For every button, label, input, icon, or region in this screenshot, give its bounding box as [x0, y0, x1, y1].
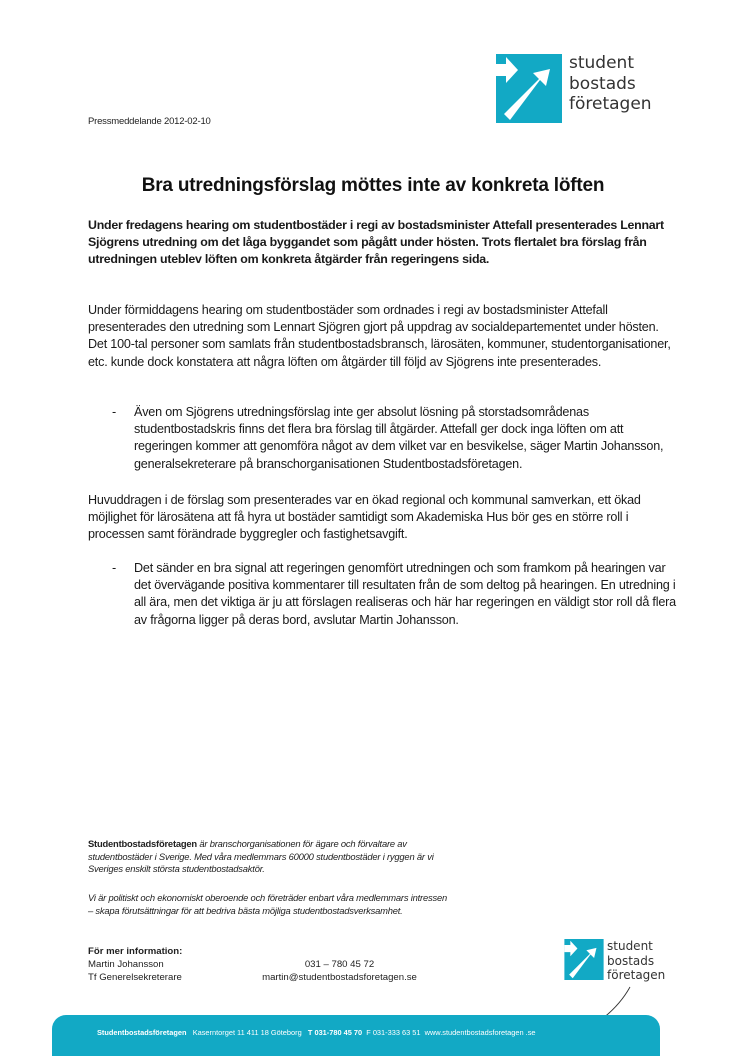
contact-block: [88, 946, 182, 984]
logo-arrow-icon: [496, 54, 562, 123]
footer-address: Kaserntorget 11 411 18 Göteborg: [192, 1028, 302, 1037]
footer-fax: F 031-333 63 51: [366, 1028, 421, 1037]
logo-line-2: bostads: [607, 953, 655, 968]
article-title: Bra utredningsförslag möttes inte av konkreta löften: [141, 175, 605, 196]
contact-phone: 031 – 780 45 72: [304, 959, 375, 970]
article-paragraph-1: Under förmiddagens hearing om studentbostäder som ordnades i regi av bostadsminister Attefall presenterades den utredning som Lennart Sjögren gjort på uppdrag av socialdepartementet under hösten. Det 100-tal personer som samlats från studentbostadsbransch, lärosäten, kommuner, studentorganisationer, etc. kunde dock konstatera att några löften om åtgärder till följd av Sjögrens inte presenterades.: [88, 303, 671, 369]
org-mission: Vi är politiskt och ekonomiskt oberoende och företräder enbart våra medlemmars intressen – skapa förutsättningar för att bedriva bästa möjliga studentbostadsverksamhet.: [88, 892, 447, 916]
contact-title: Tf Generelsekreterare: [88, 971, 182, 983]
org-description: [88, 838, 448, 876]
footer-phone: T 031-780 45 70: [307, 1028, 363, 1037]
logo-wordmark: [569, 53, 652, 115]
org-desc-text: är branschorganisationen för ägare och förvaltare av studentbostäder i Sverige. Med våra medlemmars 60000 studentbostäder i ryggen är vi Sveriges enskilt största studentbostadsaktör.: [88, 838, 434, 875]
footer-bar-text: [97, 1028, 536, 1037]
article-lead: Under fredagens hearing om studentbostäder i regi av bostadsminister Attefall presenterades Lennart Sjögrens utredning om det låga byggandet som pågått under hösten. Trots flertalet bra förslag från utredningen uteblev löften om konkreta åtgärder från regeringens sida.: [88, 218, 664, 267]
quote-dash: -: [112, 405, 116, 419]
brand-logo: [496, 54, 652, 123]
article-quote-1: [112, 404, 678, 473]
quote-dash: -: [112, 561, 116, 575]
footer-org: Studentbostadsföretagen: [97, 1028, 187, 1037]
brand-logo-small: [564, 939, 665, 983]
more-info-label: För mer information:: [88, 946, 183, 957]
article-quote-2: [112, 560, 678, 629]
org-name: Studentbostadsföretagen: [88, 838, 197, 849]
logo-wordmark: [607, 939, 665, 983]
contact-name: Martin Johansson: [88, 958, 164, 970]
contact-email[interactable]: martin@studentbostadsforetagen.se: [262, 971, 417, 983]
logo-line-1: student: [607, 939, 653, 953]
footer-web[interactable]: www.studentbostadsforetagen .se: [424, 1028, 536, 1037]
logo-line-3: företagen: [607, 968, 666, 982]
quote-1-text: Även om Sjögrens utredningsförslag inte ger absolut lösning på storstadsområdenas studentbostadskris finns det flera bra förslag till åtgärder. Attefall ger dock inga löften om att regeringen kommer att genomföra något av dem vilket var en besvikelse, säger Martin Johansson, generalsekreterare på branschorganisationen Studentbostadsföretagen.: [134, 405, 664, 471]
logo-line-1: student: [569, 53, 634, 73]
quote-2-text: Det sänder en bra signal att regeringen genomfört utredningen och som framkom på hearingen var det övervägande positiva kommentarer till resultaten från de som deltog på hearingen. En utredning i all ära, men det viktiga är ju att förslagen realiseras och här har regeringen en väldigt stor roll då flera av frågorna ligger på deras bord, avslutar Martin Johansson.: [134, 561, 676, 627]
press-release-date: Pressmeddelande 2012-02-10: [88, 116, 211, 127]
logo-line-3: företagen: [569, 94, 652, 114]
article-paragraph-2: Huvuddragen i de förslag som presenterades var en ökad regional och kommunal samverkan, ett ökad möjlighet för lärosätena att få hyra ut bostäder samtidigt som Akademiska Hus bör ges en större roll i processen samt förändrade byggregler och fastighetsavgift.: [88, 493, 641, 542]
contact-details: [252, 959, 427, 985]
logo-arrow-icon: [564, 939, 604, 980]
logo-line-2: bostads: [569, 73, 636, 94]
